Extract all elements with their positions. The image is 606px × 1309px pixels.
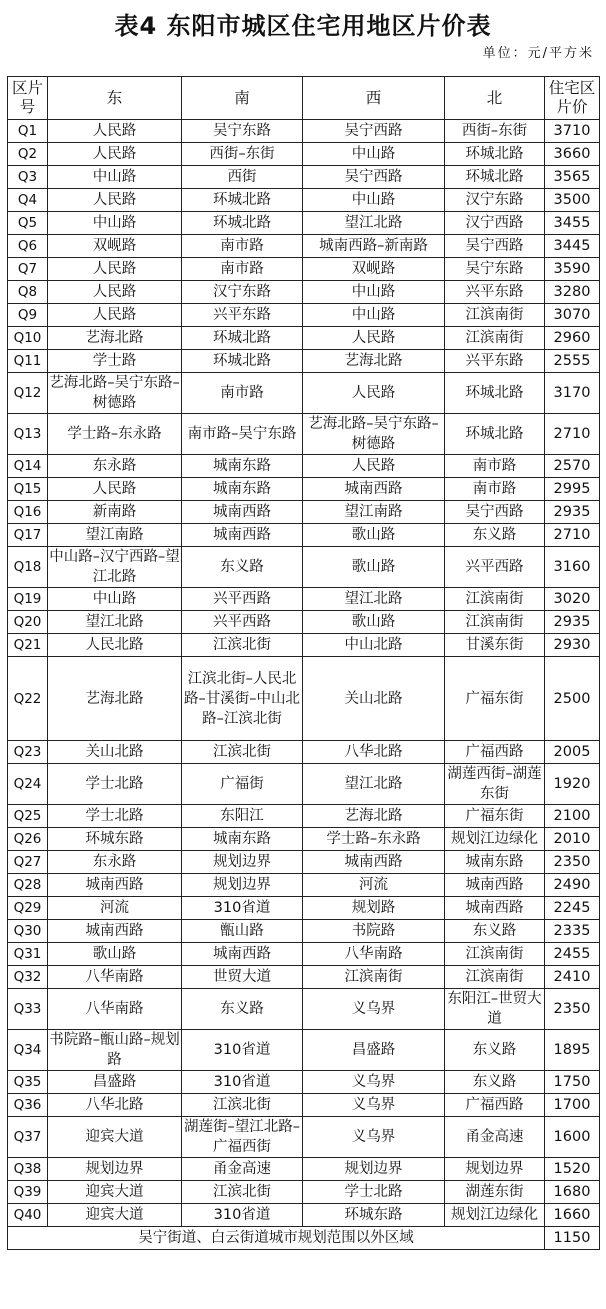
cell-east: 人民路 [48,281,182,304]
table-row [8,874,600,897]
cell-east: 歌山路 [48,943,182,966]
header-south: 南 [182,77,303,120]
cell-north: 西街–东街 [445,120,545,143]
table-row [8,897,600,920]
cell-west: 吴宁西路 [303,166,445,189]
cell-id: Q29 [8,897,48,920]
table-row [8,120,600,143]
cell-south: 规划边界 [182,851,303,874]
cell-south: 城南东路 [182,455,303,478]
cell-east: 学士路 [48,350,182,373]
cell-east: 八华北路 [48,1094,182,1117]
cell-price: 2335 [545,920,600,943]
table-row [8,327,600,350]
cell-id: Q16 [8,501,48,524]
cell-east: 双岘路 [48,235,182,258]
cell-east: 河流 [48,897,182,920]
cell-id: Q28 [8,874,48,897]
cell-south: 兴平西路 [182,611,303,634]
cell-north: 城南西路 [445,874,545,897]
cell-west: 吴宁西路 [303,120,445,143]
table-row [8,414,600,455]
cell-price: 1920 [545,764,600,805]
cell-east: 迎宾大道 [48,1117,182,1158]
cell-price: 2555 [545,350,600,373]
cell-west: 望江南路 [303,501,445,524]
cell-id: Q8 [8,281,48,304]
cell-north: 环城北路 [445,373,545,414]
header-price: 住宅区片价 [545,77,600,120]
table-row [8,143,600,166]
cell-id: Q40 [8,1204,48,1227]
cell-south: 南市路 [182,373,303,414]
header-north: 北 [445,77,545,120]
cell-north: 东义路 [445,1030,545,1071]
cell-id: Q18 [8,547,48,588]
table-row [8,657,600,741]
cell-price: 2995 [545,478,600,501]
cell-price: 2500 [545,657,600,741]
cell-price: 1895 [545,1030,600,1071]
table-row [8,212,600,235]
cell-south: 城南东路 [182,828,303,851]
cell-price: 2350 [545,851,600,874]
cell-id: Q17 [8,524,48,547]
cell-east: 八华南路 [48,966,182,989]
cell-south: 甬金高速 [182,1158,303,1181]
cell-west: 昌盛路 [303,1030,445,1071]
cell-west: 规划路 [303,897,445,920]
cell-west: 八华北路 [303,741,445,764]
cell-west: 河流 [303,874,445,897]
cell-south: 南市路–吴宁东路 [182,414,303,455]
cell-south: 江滨北街 [182,1181,303,1204]
cell-east: 人民北路 [48,634,182,657]
cell-west: 学士路–东永路 [303,828,445,851]
cell-east: 艺海北路 [48,327,182,350]
cell-east: 城南西路 [48,920,182,943]
cell-west: 中山路 [303,281,445,304]
cell-north: 湖莲西街–湖莲东街 [445,764,545,805]
cell-south: 广福街 [182,764,303,805]
table-body [8,120,600,1227]
cell-price: 3455 [545,212,600,235]
cell-id: Q23 [8,741,48,764]
cell-north: 江滨南街 [445,966,545,989]
table-row [8,1071,600,1094]
cell-south: 汉宁东路 [182,281,303,304]
table-row [8,304,600,327]
table-title: 表4 东阳市城区住宅用地区片价表 [114,12,492,40]
table-row [8,943,600,966]
cell-east: 人民路 [48,120,182,143]
header-row [8,77,600,120]
cell-price: 1660 [545,1204,600,1227]
cell-price: 2930 [545,634,600,657]
table-row [8,235,600,258]
cell-north: 江滨南街 [445,304,545,327]
cell-id: Q39 [8,1181,48,1204]
cell-id: Q30 [8,920,48,943]
table-row [8,989,600,1030]
cell-south: 江滨北街 [182,1094,303,1117]
cell-east: 迎宾大道 [48,1181,182,1204]
cell-price: 3565 [545,166,600,189]
table-row [8,611,600,634]
cell-id: Q7 [8,258,48,281]
cell-id: Q22 [8,657,48,741]
table-row [8,350,600,373]
cell-south: 吴宁东路 [182,120,303,143]
cell-price: 3710 [545,120,600,143]
cell-id: Q4 [8,189,48,212]
cell-west: 义乌界 [303,1071,445,1094]
cell-price: 3500 [545,189,600,212]
cell-south: 南市路 [182,258,303,281]
table-row [8,478,600,501]
table-row [8,1117,600,1158]
cell-price: 3445 [545,235,600,258]
cell-west: 书院路 [303,920,445,943]
cell-west: 中山路 [303,143,445,166]
cell-west: 义乌界 [303,1094,445,1117]
cell-east: 学士北路 [48,805,182,828]
cell-east: 规划边界 [48,1158,182,1181]
table-row [8,764,600,805]
cell-south: 湖莲街–望江北路–广福西街 [182,1117,303,1158]
cell-id: Q35 [8,1071,48,1094]
cell-id: Q10 [8,327,48,350]
cell-south: 东阳江 [182,805,303,828]
table-row [8,1158,600,1181]
cell-id: Q15 [8,478,48,501]
cell-south: 310省道 [182,1071,303,1094]
cell-north: 江滨南街 [445,943,545,966]
cell-north: 吴宁西路 [445,235,545,258]
cell-id: Q37 [8,1117,48,1158]
cell-east: 中山路 [48,212,182,235]
cell-id: Q20 [8,611,48,634]
cell-north: 规划边界 [445,1158,545,1181]
cell-east: 人民路 [48,304,182,327]
cell-price: 2100 [545,805,600,828]
cell-price: 2935 [545,611,600,634]
cell-id: Q34 [8,1030,48,1071]
cell-price: 2490 [545,874,600,897]
cell-price: 3660 [545,143,600,166]
cell-south: 城南西路 [182,943,303,966]
cell-south: 310省道 [182,1030,303,1071]
cell-east: 书院路–甑山路–规划路 [48,1030,182,1071]
cell-north: 广福东街 [445,657,545,741]
cell-north: 汉宁东路 [445,189,545,212]
table-row [8,851,600,874]
cell-north: 南市路 [445,455,545,478]
cell-south: 甑山路 [182,920,303,943]
table-row [8,966,600,989]
cell-north: 广福西路 [445,1094,545,1117]
cell-price: 2005 [545,741,600,764]
cell-east: 迎宾大道 [48,1204,182,1227]
cell-north: 甘溪东街 [445,634,545,657]
cell-west: 八华南路 [303,943,445,966]
cell-south: 东义路 [182,989,303,1030]
cell-north: 规划江边绿化 [445,828,545,851]
table-row [8,1030,600,1071]
cell-west: 城南西路 [303,851,445,874]
cell-south: 规划边界 [182,874,303,897]
cell-west: 中山北路 [303,634,445,657]
cell-id: Q25 [8,805,48,828]
cell-id: Q3 [8,166,48,189]
table-row [8,524,600,547]
cell-east: 人民路 [48,143,182,166]
cell-east: 人民路 [48,258,182,281]
cell-west: 义乌界 [303,989,445,1030]
table-row [8,920,600,943]
cell-south: 兴平东路 [182,304,303,327]
cell-west: 人民路 [303,327,445,350]
cell-west: 望江北路 [303,588,445,611]
price-table [7,76,600,1250]
cell-north: 环城北路 [445,143,545,166]
cell-south: 环城北路 [182,212,303,235]
cell-west: 城南西路–新南路 [303,235,445,258]
cell-north: 广福西路 [445,741,545,764]
cell-north: 吴宁东路 [445,258,545,281]
cell-north: 南市路 [445,478,545,501]
cell-id: Q24 [8,764,48,805]
cell-south: 城南东路 [182,478,303,501]
cell-east: 学士北路 [48,764,182,805]
cell-east: 中山路 [48,166,182,189]
table-row [8,805,600,828]
cell-west: 歌山路 [303,524,445,547]
cell-east: 中山路–汉宁西路–望江北路 [48,547,182,588]
cell-north: 江滨南街 [445,327,545,350]
cell-south: 世贸大道 [182,966,303,989]
cell-north: 环城北路 [445,414,545,455]
cell-south: 310省道 [182,897,303,920]
cell-id: Q19 [8,588,48,611]
table-row [8,166,600,189]
cell-id: Q31 [8,943,48,966]
cell-price: 1700 [545,1094,600,1117]
header-east: 东 [48,77,182,120]
cell-south: 环城北路 [182,327,303,350]
cell-price: 1520 [545,1158,600,1181]
cell-id: Q9 [8,304,48,327]
cell-north: 规划江边绿化 [445,1204,545,1227]
cell-west: 江滨南街 [303,966,445,989]
cell-west: 人民路 [303,455,445,478]
cell-north: 兴平东路 [445,281,545,304]
cell-east: 城南西路 [48,874,182,897]
cell-south: 310省道 [182,1204,303,1227]
cell-price: 3170 [545,373,600,414]
cell-id: Q21 [8,634,48,657]
cell-id: Q13 [8,414,48,455]
cell-east: 艺海北路 [48,657,182,741]
cell-west: 人民路 [303,373,445,414]
cell-price: 2350 [545,989,600,1030]
cell-east: 昌盛路 [48,1071,182,1094]
cell-west: 中山路 [303,189,445,212]
cell-north: 兴平东路 [445,350,545,373]
cell-price: 2710 [545,414,600,455]
cell-west: 歌山路 [303,547,445,588]
cell-price: 3280 [545,281,600,304]
table-row [8,1094,600,1117]
cell-id: Q5 [8,212,48,235]
cell-id: Q11 [8,350,48,373]
cell-price: 2245 [545,897,600,920]
table-row [8,634,600,657]
cell-west: 艺海北路–吴宁东路–树德路 [303,414,445,455]
cell-west: 望江北路 [303,212,445,235]
cell-south: 兴平西路 [182,588,303,611]
cell-east: 中山路 [48,588,182,611]
cell-price: 2010 [545,828,600,851]
cell-id: Q2 [8,143,48,166]
cell-price: 1600 [545,1117,600,1158]
cell-south: 南市路 [182,235,303,258]
cell-east: 人民路 [48,189,182,212]
cell-price: 2570 [545,455,600,478]
cell-east: 关山北路 [48,741,182,764]
cell-west: 双岘路 [303,258,445,281]
cell-east: 望江北路 [48,611,182,634]
cell-id: Q14 [8,455,48,478]
cell-east: 新南路 [48,501,182,524]
cell-east: 东永路 [48,455,182,478]
cell-east: 学士路–东永路 [48,414,182,455]
cell-north: 江滨南街 [445,588,545,611]
cell-east: 艺海北路–吴宁东路–树德路 [48,373,182,414]
cell-north: 环城北路 [445,166,545,189]
table-row [8,1181,600,1204]
cell-north: 东阳江–世贸大道 [445,989,545,1030]
cell-west: 歌山路 [303,611,445,634]
cell-north: 甬金高速 [445,1117,545,1158]
cell-west: 规划边界 [303,1158,445,1181]
cell-south: 东义路 [182,547,303,588]
cell-id: Q27 [8,851,48,874]
cell-north: 汉宁西路 [445,212,545,235]
cell-east: 人民路 [48,478,182,501]
cell-north: 城南东路 [445,851,545,874]
table-row [8,828,600,851]
cell-south: 环城北路 [182,189,303,212]
cell-price: 2710 [545,524,600,547]
cell-south: 城南西路 [182,501,303,524]
cell-price: 2410 [545,966,600,989]
table-row [8,547,600,588]
cell-price: 2455 [545,943,600,966]
cell-price: 3070 [545,304,600,327]
cell-price: 1680 [545,1181,600,1204]
cell-id: Q12 [8,373,48,414]
cell-south: 江滨北街–人民北路–甘溪街–中山北路–江滨北街 [182,657,303,741]
cell-west: 城南西路 [303,478,445,501]
table-row [8,373,600,414]
table-row [8,1204,600,1227]
unit-label: 单位：元/平方米 [482,46,594,61]
table-row [8,501,600,524]
cell-west: 艺海北路 [303,805,445,828]
cell-north: 城南西路 [445,897,545,920]
cell-east: 环城东路 [48,828,182,851]
cell-west: 中山路 [303,304,445,327]
cell-id: Q36 [8,1094,48,1117]
cell-south: 城南西路 [182,524,303,547]
header-west: 西 [303,77,445,120]
cell-price: 1750 [545,1071,600,1094]
cell-id: Q26 [8,828,48,851]
cell-west: 学士北路 [303,1181,445,1204]
cell-north: 吴宁西路 [445,501,545,524]
cell-id: Q38 [8,1158,48,1181]
cell-id: Q6 [8,235,48,258]
cell-south: 江滨北街 [182,741,303,764]
cell-west: 环城东路 [303,1204,445,1227]
cell-id: Q33 [8,989,48,1030]
cell-west: 关山北路 [303,657,445,741]
cell-price: 3020 [545,588,600,611]
cell-east: 东永路 [48,851,182,874]
cell-west: 义乌界 [303,1117,445,1158]
cell-north: 东义路 [445,524,545,547]
table-row [8,258,600,281]
cell-north: 广福东街 [445,805,545,828]
cell-id: Q32 [8,966,48,989]
cell-south: 江滨北街 [182,634,303,657]
cell-east: 八华南路 [48,989,182,1030]
table-row [8,189,600,212]
cell-north: 兴平西路 [445,547,545,588]
cell-east: 望江南路 [48,524,182,547]
cell-price: 2935 [545,501,600,524]
cell-price: 3160 [545,547,600,588]
table-row [8,588,600,611]
table-row [8,455,600,478]
table-row [8,741,600,764]
cell-id: Q1 [8,120,48,143]
header-id: 区片号 [8,77,48,120]
cell-price: 2960 [545,327,600,350]
cell-north: 江滨南街 [445,611,545,634]
footer-label: 吴宁街道、白云街道城市规划范围以外区域 [8,1227,545,1250]
cell-north: 东义路 [445,1071,545,1094]
cell-west: 艺海北路 [303,350,445,373]
cell-price: 3590 [545,258,600,281]
table-row [8,281,600,304]
cell-south: 西街–东街 [182,143,303,166]
cell-north: 湖莲东街 [445,1181,545,1204]
cell-west: 望江北路 [303,764,445,805]
footer-row [8,1227,600,1250]
cell-south: 西街 [182,166,303,189]
cell-south: 环城北路 [182,350,303,373]
cell-north: 东义路 [445,920,545,943]
footer-price: 1150 [545,1227,600,1250]
